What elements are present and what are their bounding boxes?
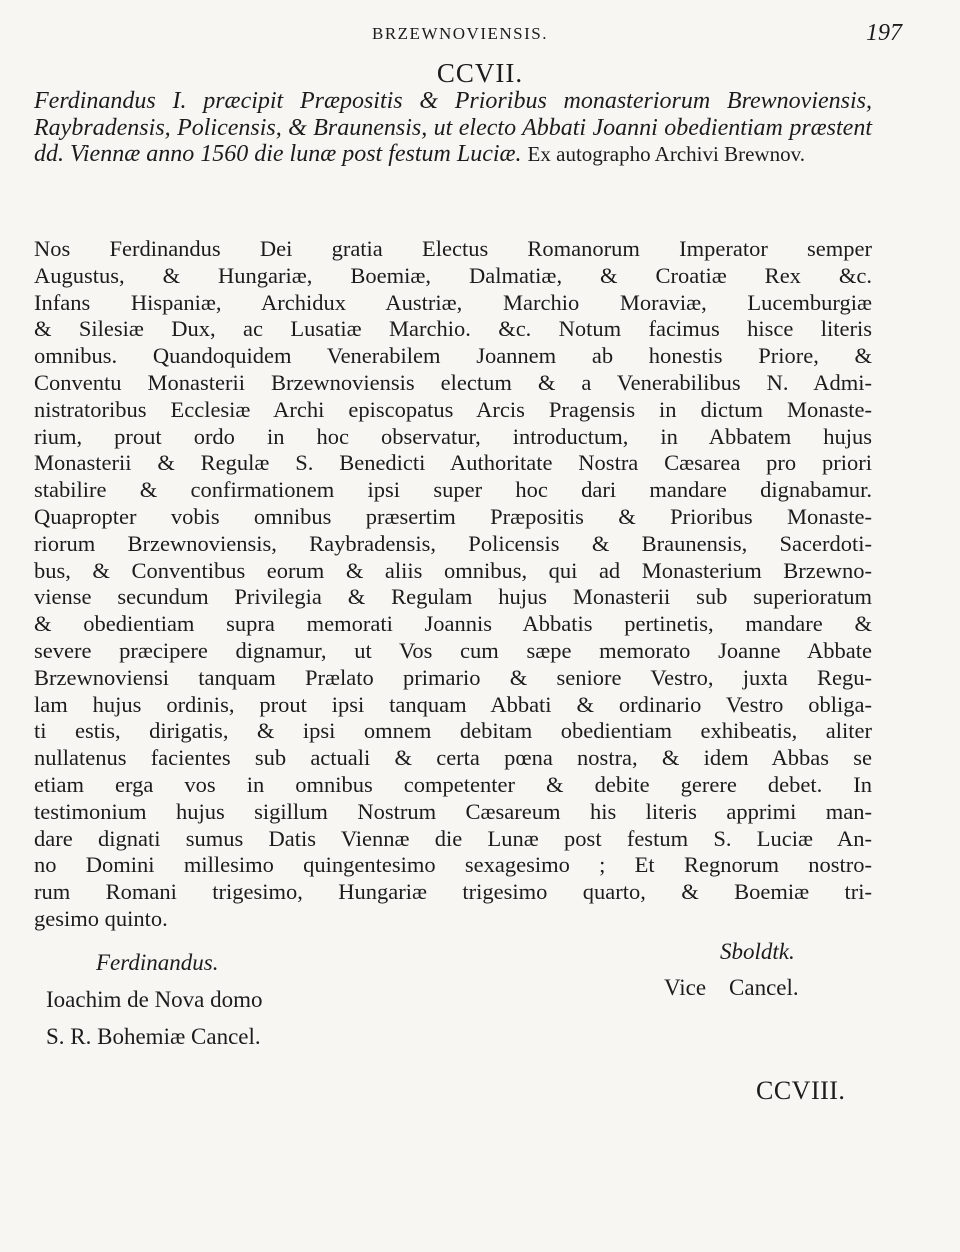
text-line: stabilire & confirmationem ipsi super hoc dari mandare dignabamur. [34, 477, 872, 503]
signature-block-left [46, 944, 263, 1055]
text-line: rium, prout ordo in hoc observatur, introductum, in Abbatem hujus [34, 423, 872, 449]
text-line: riorum Brzewnoviensis, Raybradensis, Policensis & Braunensis, Sacerdoti- [34, 530, 872, 556]
text-line: Conventu Monasterii Brzewnoviensis electum & a Venerabilibus N. Admi- [34, 369, 872, 395]
countersignatory-title: S. R. Bohemiæ Cancel. [46, 1024, 261, 1049]
text-line: Brzewnoviensi tanquam Prælato primario & seniore Vestro, juxta Regu- [34, 664, 872, 690]
running-head: BRZEWNOVIENSIS. [372, 24, 548, 43]
signatory-name: Ferdinandus. [96, 950, 219, 975]
page-number: 197 [866, 20, 902, 46]
text-line: nullatenus facientes sub actuali & certa pœna nostra, & idem Abbas se [34, 745, 872, 771]
text-line: severe præcipere dignamur, ut Vos cum sæpe memorato Joanne Abbate [34, 637, 872, 663]
text-line: & Silesiæ Dux, ac Lusatiæ Marchio. &c. Notum facimus hisce literis [34, 316, 872, 342]
text-line: testimonium hujus sigillum Nostrum Cæsareum his literis apprimi man- [34, 798, 872, 824]
text-line: bus, & Conventibus eorum & aliis omnibus, qui ad Monasterium Brzewno- [34, 557, 872, 583]
countersignatory: Ioachim de Nova domo [46, 987, 263, 1012]
summary-text: Ferdinandus I. præcipit Præpositis & Prioribus monasteriorum Brewnoviensis, Raybradensis, Policensis, & Braunensis, ut electo Abbati Joanni obedientiam præstent dd. Viennæ anno 1560 die lunæ post festum Luciæ. [34, 88, 872, 167]
text-line: dare dignati sumus Datis Viennæ die Lunæ post festum S. Luciæ An- [34, 825, 872, 851]
vice-chancellor-title: Vice Cancel. [664, 975, 799, 1000]
text-line: viense secundum Privilegia & Regulam hujus Monasterii sub superioratum [34, 584, 872, 610]
text-line: etiam erga vos in omnibus competenter & debite gerere debet. In [34, 771, 872, 797]
text-line: ti estis, dirigatis, & ipsi omnem debitam obedientiam exhibeatis, aliter [34, 718, 872, 744]
source-note: Ex autographo Archivi Brewnov. [527, 142, 805, 166]
text-line: gesimo quinto. [34, 905, 168, 931]
text-line: lam hujus ordinis, prout ipsi tanquam Abbati & ordinario Vestro obliga- [34, 691, 872, 717]
text-line: rum Romani trigesimo, Hungariæ trigesimo quarto, & Boemiæ tri- [34, 879, 872, 905]
text-line: Quapropter vobis omnibus præsertim Præpositis & Prioribus Monaste- [34, 503, 872, 529]
text-line: Monasterii & Regulæ S. Benedicti Authoritate Nostra Cæsarea pro priori [34, 450, 872, 476]
text-line: Infans Hispaniæ, Archidux Austriæ, Marchio Moraviæ, Lucemburgiæ [34, 289, 872, 315]
next-document-number: CCVIII. [756, 1076, 846, 1105]
signature-block-right [664, 934, 799, 1006]
text-line: nistratoribus Ecclesiæ Archi episcopatus Arcis Pragensis in dictum Monaste- [34, 396, 872, 422]
text-line: Nos Ferdinandus Dei gratia Electus Romanorum Imperator semper [34, 236, 872, 261]
charter-text [34, 236, 872, 933]
text-line: omnibus. Quandoquidem Venerabilem Joannem ab honestis Priore, & [34, 343, 872, 369]
vice-chancellor-name: Sboldtk. [720, 939, 795, 964]
document-summary [34, 88, 872, 168]
text-line: Augustus, & Hungariæ, Boemiæ, Dalmatiæ, & Croatiæ Rex &c. [34, 262, 872, 288]
text-line: no Domini millesimo quingentesimo sexagesimo ; Et Regnorum nostro- [34, 852, 872, 878]
text-line: & obedientiam supra memorati Joannis Abbatis pertinetis, mandare & [34, 611, 872, 637]
document-number: CCVII. [436, 58, 524, 88]
